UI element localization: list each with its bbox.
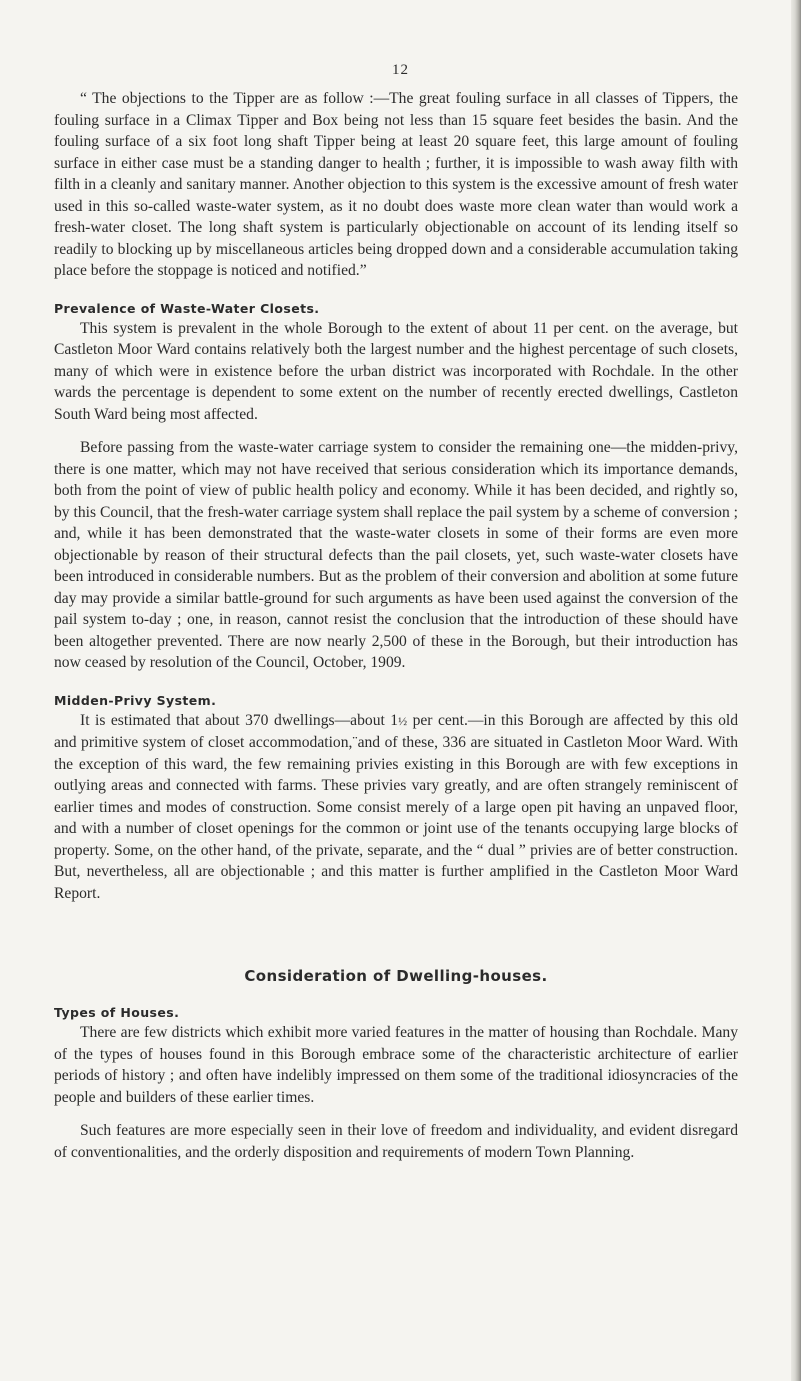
- fraction-half: ½: [398, 713, 408, 728]
- page-edge-shadow: [791, 0, 801, 1381]
- paragraph-midden-privy: [54, 710, 738, 905]
- page-body: [54, 88, 738, 1163]
- midden-text-rest: per cent.—in this Borough are affected by this old and primitive system of closet accommodation,¨and of these, 336 are situated in Castleton Moor Ward. With the exception of this ward, the few remaining privies existing in this Borough are with few exceptions in outlying areas and connected with farms. These privies vary greatly, and are often strangely reminiscent of earlier times and modes of construction. Some consist merely of a large open pit having an unpaved floor, and with a number of closet openings for the common or joint use of the tenants occupying large blocks of property. Some, on the other hand, of the private, separate, and the “ dual ” privies are of better construction. But, nevertheless, all are objectionable ; and this matter is further amplified in the Castleton Moor Ward Report.: [54, 711, 738, 902]
- section-heading-types-of-houses: Types of Houses.: [54, 1005, 180, 1020]
- paragraph-waste-water-carriage: Before passing from the waste-water carriage system to consider the remaining one—the midden-privy, there is one matter, which may not have received that serious consideration which its importance demands, both from the point of view of public health policy and economy. While it has been decided, and rightly so, by this Council, that the fresh-water carriage system shall replace the pail system by a scheme of conversion ; and, while it has been demonstrated that the waste-water closets in some of their forms are even more objectionable by reason of their structural defects than the pail closets, yet, such waste-water closets have been introduced in considerable numbers. But as the problem of their conversion and abolition at some future day may provide a similar battle-ground for such arguments as have been used against the conversion of the pail system to-day ; one, in reason, cannot resist the conclusion that the introduction of these should have been altogether prevented. There are now nearly 2,500 of these in the Borough, but their introduction has now ceased by resolution of the Council, October, 1909.: [54, 439, 738, 671]
- paragraph-features: Such features are more especially seen in their love of freedom and individuality, and evident disregard of conventionalities, and the orderly disposition and requirements of modern Town Planning.: [54, 1122, 738, 1161]
- page-number: 12: [392, 62, 409, 78]
- section-heading-midden-privy: Midden-Privy System.: [54, 692, 217, 708]
- paragraph-prevalence: This system is prevalent in the whole Borough to the extent of about 11 per cent. on the average, but Castleton Moor Ward contains relatively both the largest number and the highest percentage of such closets, many of which were in existence before the urban district was incorporated with Rochdale. In the other wards the percentage is dependent to some extent on the number of recently erected dwellings, Castleton South Ward being most affected.: [54, 319, 738, 423]
- paragraph-tipper-objections: “ The objections to the Tipper are as follow :—The great fouling surface in all classes of Tippers, the fouling surface in a Climax Tipper and Box being not less than 15 square feet besides the basin. And the fouling surface of a six foot long shaft Tipper being at least 20 square feet, this large amount of fouling surface in either case must be a standing danger to health ; further, it is impossible to wash away filth with filth in a cleanly and sanitary manner. Another objection to this system is the excessive amount of fresh water used in this so-called waste-water system, as it no doubt does waste more clean water than would work a fresh-water closet. The long shaft system is particularly objectionable on account of its lending itself so readily to blocking up by miscellaneous articles being dropped down and a considerable accumulation taking place before the stoppage is noticed and notified.”: [54, 90, 738, 279]
- paragraph-types-of-houses: There are few districts which exhibit more varied features in the matter of housing than Rochdale. Many of the types of houses found in this Borough embrace some of the characteristic architecture of earlier periods of history ; and often have indelibly impressed on them some of the traditional idiosyncracies of the people and builders of these earlier times.: [54, 1024, 738, 1106]
- section-heading-dwelling-houses: Consideration of Dwelling-houses.: [244, 967, 548, 985]
- midden-text-start: It is estimated that about 370 dwellings—about 1: [80, 711, 399, 729]
- section-heading-prevalence: Prevalence of Waste-Water Closets.: [54, 300, 320, 316]
